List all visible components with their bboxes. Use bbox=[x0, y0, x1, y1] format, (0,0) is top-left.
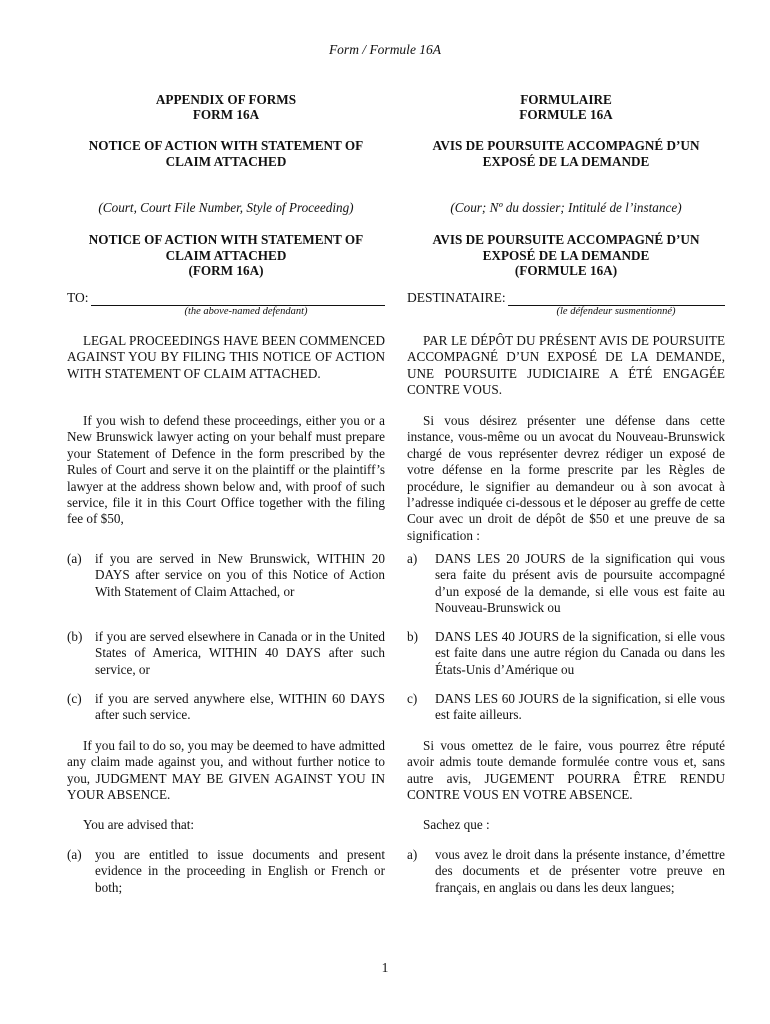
right-item-a2-text: vous avez le droit dans la présente instance, d’émettre des documents et de présenter votre preuve en français, en anglais ou dans les deux langues; bbox=[435, 847, 725, 895]
right-to-field bbox=[407, 290, 725, 317]
right-item-c-text: DANS LES 60 JOURS de la signification, si elle vous est faite ailleurs. bbox=[435, 691, 725, 723]
right-heading2 bbox=[407, 232, 725, 279]
page-header: Form / Formule 16A bbox=[328, 42, 442, 57]
right-item-a bbox=[407, 551, 725, 617]
right-p1: PAR LE DÉPÔT DU PRÉSENT AVIS DE POURSUITE ACCOMPAGNÉ D’UN EXPOSÉ DE LA DEMANDE, UNE POURSUITE JUDICIAIRE A ÉTÉ ENGAGÉE CONTRE VOUS. bbox=[407, 333, 725, 398]
left-to-sub: (the above-named defendant) bbox=[184, 306, 308, 317]
right-item-b bbox=[407, 629, 725, 678]
right-court-line: (Cour; Nº du dossier; Intitulé de l’instance) bbox=[450, 200, 682, 215]
right-to-label: DESTINATAIRE: bbox=[407, 290, 506, 305]
left-item-b-label: (b) bbox=[67, 629, 83, 644]
left-item-c-label: (c) bbox=[67, 691, 82, 706]
left-p3: If you fail to do so, you may be deemed to have admitted any claim made against you, and without further notice to you, JUDGMENT MAY BE GIVEN AGAINST YOU IN YOUR ABSENCE. bbox=[67, 738, 385, 803]
left-p4: You are advised that: bbox=[83, 817, 195, 832]
left-item-b bbox=[67, 629, 385, 678]
right-p4: Sachez que : bbox=[423, 817, 490, 832]
right-item-a-text: DANS LES 20 JOURS de la signification qui vous sera faite du présent avis de poursuite accompagné d’un exposé de la demande, si elle vous est faite au Nouveau-Brunswick ou bbox=[435, 551, 725, 616]
right-heading1: AVIS DE POURSUITE ACCOMPAGNÉ D’UN EXPOSÉ DE LA DEMANDE bbox=[432, 138, 700, 169]
right-item-c-label: c) bbox=[407, 691, 418, 706]
right-title-line1: FORMULAIRE bbox=[520, 92, 612, 107]
right-heading2-form: (FORMULE 16A) bbox=[514, 263, 618, 278]
right-item-a2 bbox=[407, 847, 725, 896]
left-title-line1: APPENDIX OF FORMS bbox=[155, 92, 297, 107]
right-to-rule bbox=[508, 293, 725, 306]
right-item-c bbox=[407, 691, 725, 724]
right-heading2-text: AVIS DE POURSUITE ACCOMPAGNÉ D’UN EXPOSÉ DE LA DEMANDE bbox=[432, 232, 700, 263]
left-to-field bbox=[67, 290, 385, 317]
left-heading2-text: NOTICE OF ACTION WITH STATEMENT OF CLAIM ATTACHED bbox=[88, 232, 364, 263]
left-item-a-label: (a) bbox=[67, 551, 82, 566]
left-item-b-text: if you are served elsewhere in Canada or in the United States of America, WITHIN 40 DAYS after such service, or bbox=[95, 629, 385, 677]
right-item-b-text: DANS LES 40 JOURS de la signification, si elle vous est faite dans une autre région du Canada ou dans les États-Unis d’Amérique ou bbox=[435, 629, 725, 677]
left-title-line2: FORM 16A bbox=[192, 107, 260, 122]
right-item-a2-label: a) bbox=[407, 847, 418, 862]
left-item-a bbox=[67, 551, 385, 600]
right-item-a-label: a) bbox=[407, 551, 418, 566]
right-title-line2: FORMULE 16A bbox=[519, 107, 613, 122]
right-form-title bbox=[407, 92, 725, 122]
left-to-rule bbox=[91, 293, 385, 306]
left-item-a2-text: you are entitled to issue documents and present evidence in the proceeding in English or French or both; bbox=[95, 847, 385, 895]
left-item-a-text: if you are served in New Brunswick, WITHIN 20 DAYS after service on you of this Notice of Action With Statement of Claim Attached, or bbox=[95, 551, 385, 599]
left-heading1: NOTICE OF ACTION WITH STATEMENT OF CLAIM ATTACHED bbox=[88, 138, 364, 169]
left-item-a2 bbox=[67, 847, 385, 896]
left-appendix-title bbox=[67, 92, 385, 122]
left-heading2 bbox=[67, 232, 385, 279]
left-item-a2-label: (a) bbox=[67, 847, 82, 862]
right-to-sub: (le défendeur susmentionné) bbox=[556, 306, 676, 317]
left-p1: LEGAL PROCEEDINGS HAVE BEEN COMMENCED AGAINST YOU BY FILING THIS NOTICE OF ACTION WITH STATEMENT OF CLAIM ATTACHED. bbox=[67, 333, 385, 381]
left-to-label: TO: bbox=[67, 290, 89, 305]
left-court-line: (Court, Court File Number, Style of Proceeding) bbox=[98, 200, 354, 215]
left-item-c bbox=[67, 691, 385, 724]
right-p2: Si vous désirez présenter une défense dans cette instance, vous-même ou un avocat du Nouveau-Brunswick chargé de vous représenter devrez rédiger un exposé de votre défense en la forme prescrite par les Règles de procédure, le signifier au demandeur ou à son avocat à l’adresse indiquée ci-dessous et le déposer au greffe de cette Cour avec un droit de dépôt de $50 et une preuve de sa signification : bbox=[407, 413, 725, 543]
right-p3: Si vous omettez de le faire, vous pourrez être réputé avoir admis toute demande formulée contre vous et, sans autre avis, JUGEMENT POURRA ÊTRE RENDU CONTRE VOUS EN VOTRE ABSENCE. bbox=[407, 738, 725, 803]
right-item-b-label: b) bbox=[407, 629, 418, 644]
page-number: 1 bbox=[381, 960, 389, 975]
left-item-c-text: if you are served anywhere else, WITHIN 60 DAYS after such service. bbox=[95, 691, 385, 723]
left-p2: If you wish to defend these proceedings, either you or a New Brunswick lawyer acting on your behalf must prepare your Statement of Defence in the form prescribed by the Rules of Court and serve it on the plaintiff or the plaintiff’s lawyer at the address shown below and, with proof of such service, file it in this Court Office together with the filing fee of $50, bbox=[67, 413, 385, 527]
left-heading2-form: (FORM 16A) bbox=[188, 263, 264, 278]
